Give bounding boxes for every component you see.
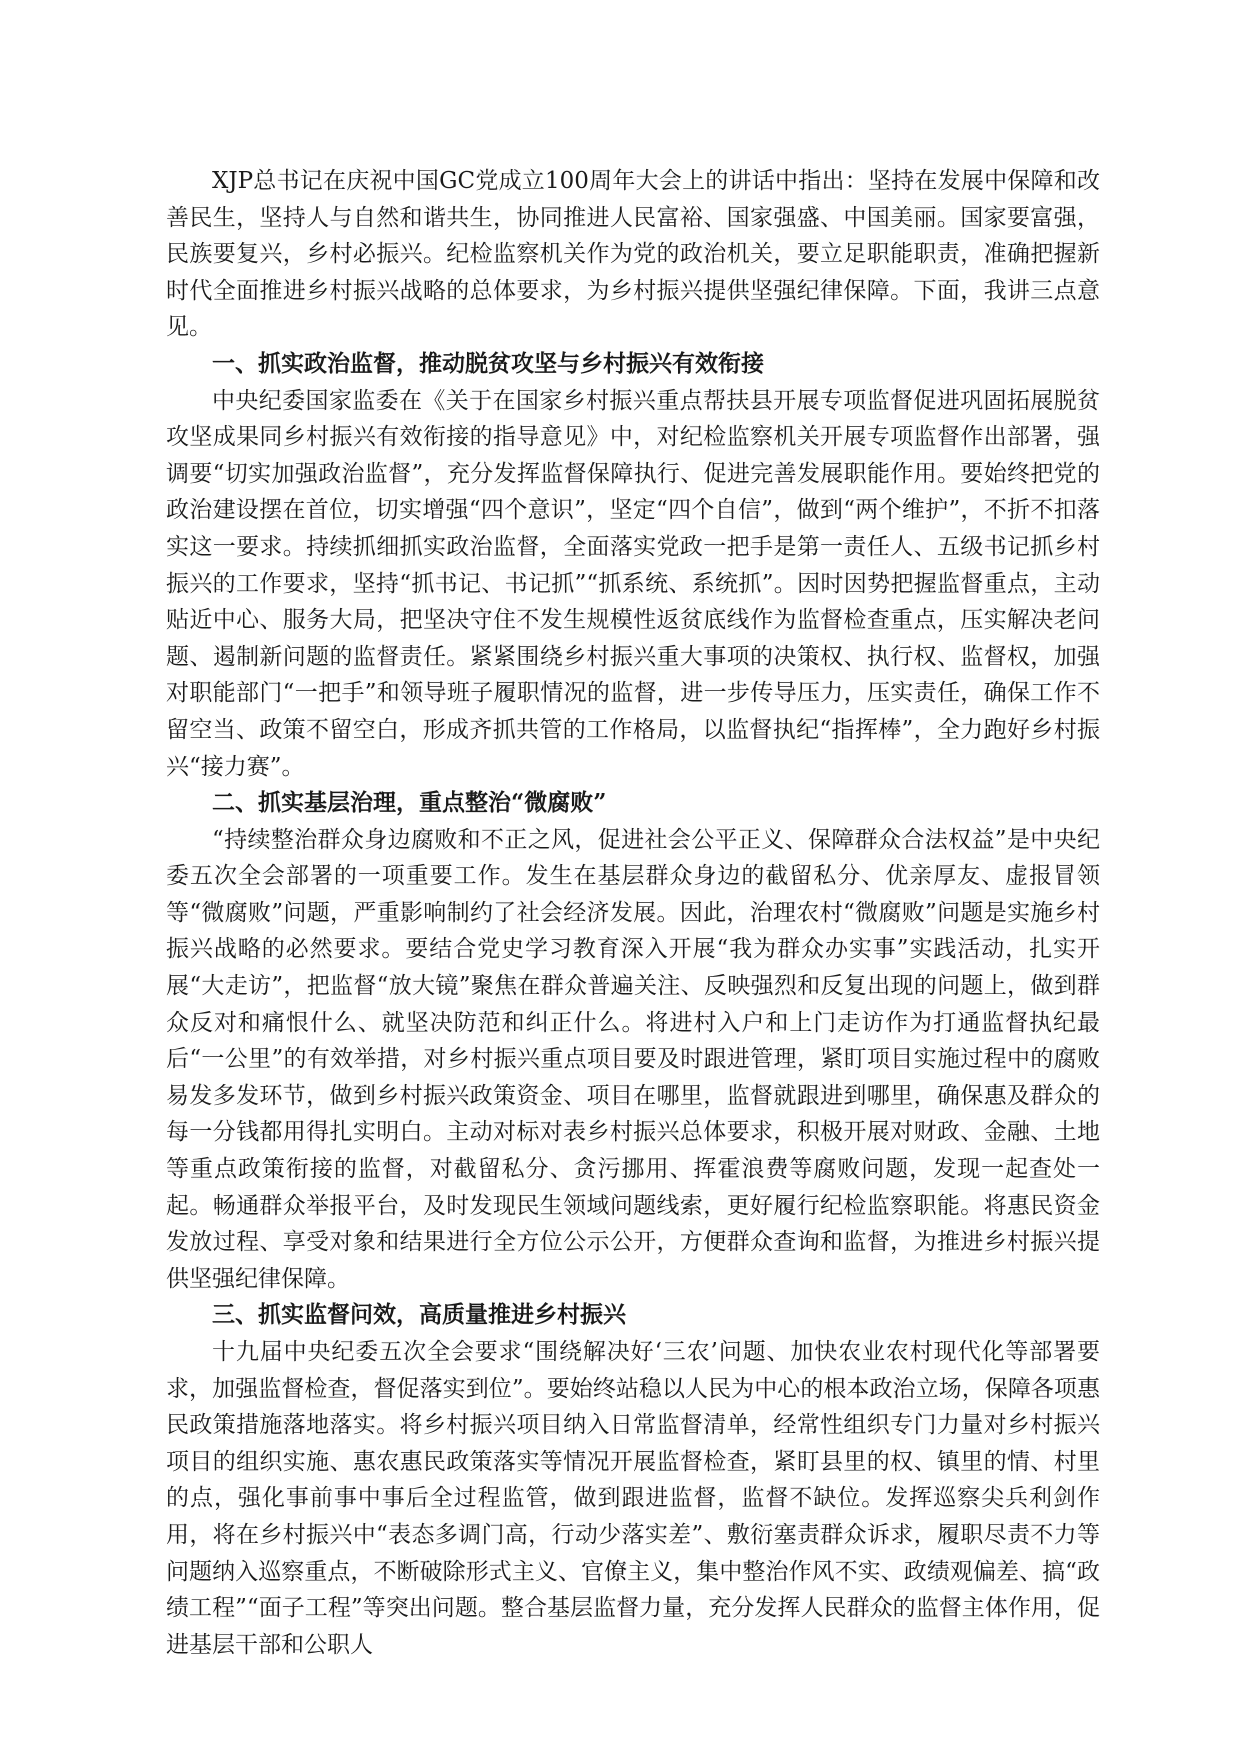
section-2-heading: 二、抓实基层治理，重点整治“微腐败” [212,789,607,817]
intro-paragraph: XJP总书记在庆祝中国GC党成立100周年大会上的讲话中指出：坚持在发展中保障和改善民生，坚持人与自然和谐共生，协同推进人民富裕、国家强盛、中国美丽。国家要富强，民族要复兴，乡村必振兴。纪检监察机关作为党的政治机关，要立足职能职责，准确把握新时代全面推进乡村振兴战略的总体要求，为乡村振兴提供坚强纪律保障。下面，我讲三点意见。 [166,168,1100,341]
document-page [166,163,1100,1663]
section-3-heading: 三、抓实监督问效，高质量推进乡村振兴 [212,1301,626,1329]
section-1-paragraph: 中央纪委国家监委在《关于在国家乡村振兴重点帮扶县开展专项监督促进巩固拓展脱贫攻坚成果同乡村振兴有效衔接的指导意见》中，对纪检监察机关开展专项监督作出部署，强调要“切实加强政治监督”，充分发挥监督保障执行、促进完善发展职能作用。要始终把党的政治建设摆在首位，切实增强“四个意识”，坚定“四个自信”，做到“两个维护”，不折不扣落实这一要求。持续抓细抓实政治监督，全面落实党政一把手是第一责任人、五级书记抓乡村振兴的工作要求，坚持“抓书记、书记抓”“抓系统、系统抓”。因时因势把握监督重点，主动贴近中心、服务大局，把坚决守住不发生规模性返贫底线作为监督检查重点，压实解决老问题、遏制新问题的监督责任。紧紧围绕乡村振兴重大事项的决策权、执行权、监督权，加强对职能部门“一把手”和领导班子履职情况的监督，进一步传导压力，压实责任，确保工作不留空当、政策不留空白，形成齐抓共管的工作格局，以监督执纪“指挥棒”，全力跑好乡村振兴“接力赛”。 [166,387,1100,780]
section-1-heading: 一、抓实政治监督，推动脱贫攻坚与乡村振兴有效衔接 [212,349,764,377]
section-3-paragraph: 十九届中央纪委五次全会要求“围绕解决好‘三农’问题、加快农业农村现代化等部署要求，加强监督检查，督促落实到位”。要始终站稳以人民为中心的根本政治立场，保障各项惠民政策措施落地落实。将乡村振兴项目纳入日常监督清单，经常性组织专门力量对乡村振兴项目的组织实施、惠农惠民政策落实等情况开展监督检查，紧盯县里的权、镇里的情、村里的点，强化事前事中事后全过程监管，做到跟进监督，监督不缺位。发挥巡察尖兵利剑作用，将在乡村振兴中“表态多调门高，行动少落实差”、敷衍塞责群众诉求，履职尽责不力等问题纳入巡察重点，不断破除形式主义、官僚主义，集中整治作风不实、政绩观偏差、搞“政绩工程”“面子工程”等突出问题。整合基层监督力量，充分发挥人民群众的监督主体作用，促进基层干部和公职人 [166,1339,1100,1658]
section-2-paragraph: “持续整治群众身边腐败和不正之风，促进社会公平正义、保障群众合法权益”是中央纪委五次全会部署的一项重要工作。发生在基层群众身边的截留私分、优亲厚友、虚报冒领等“微腐败”问题，严重影响制约了社会经济发展。因此，治理农村“微腐败”问题是实施乡村振兴战略的必然要求。要结合党史学习教育深入开展“我为群众办实事”实践活动，扎实开展“大走访”，把监督“放大镜”聚焦在群众普遍关注、反映强烈和反复出现的问题上，做到群众反对和痛恨什么、就坚决防范和纠正什么。将进村入户和上门走访作为打通监督执纪最后“一公里”的有效举措，对乡村振兴重点项目要及时跟进管理，紧盯项目实施过程中的腐败易发多发环节，做到乡村振兴政策资金、项目在哪里，监督就跟进到哪里，确保惠及群众的每一分钱都用得扎实明白。主动对标对表乡村振兴总体要求，积极开展对财政、金融、土地等重点政策衔接的监督，对截留私分、贪污挪用、挥霍浪费等腐败问题，发现一起查处一起。畅通群众举报平台，及时发现民生领域问题线索，更好履行纪检监察职能。将惠民资金发放过程、享受对象和结果进行全方位公示公开，方便群众查询和监督，为推进乡村振兴提供坚强纪律保障。 [166,826,1100,1292]
